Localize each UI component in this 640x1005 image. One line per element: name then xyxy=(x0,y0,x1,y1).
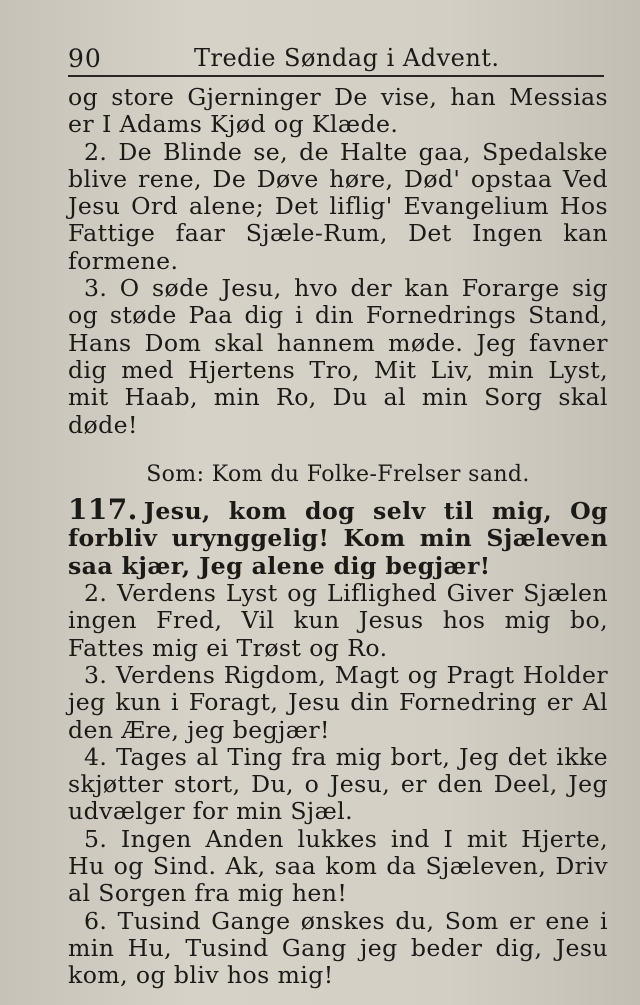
running-title: Tredie Søndag i Advent. xyxy=(194,44,500,72)
hymn-first-verse xyxy=(68,493,608,580)
verse: 4. Tages al Ting fra mig bort, Jeg det ikke skjøtter stort, Du, o Jesu, er den Deel, Jeg udvælger for min Sjæl. xyxy=(68,742,608,826)
verse: 2. Verdens Lyst og Liflighed Giver Sjælen ingen Fred, Vil kun Jesus hos mig bo, Fattes mig ei Trøst og Ro. xyxy=(68,579,608,662)
hymn-first-verse-text: Jesu, kom dog selv til mig, Og forbliv urynggelig! Kom min Sjæleven saa kjær, Jeg alene dig begjær! xyxy=(68,497,608,580)
header-rule xyxy=(68,75,604,77)
verse: 6. Tusind Gange ønskes du, Som er ene i min Hu, Tusind Gang jeg beder dig, Jesu kom, og bliv hos mig! xyxy=(68,906,608,990)
melody-indication: Som: Kom du Folke-Frelser sand. xyxy=(146,461,530,487)
hymn-number: 117. xyxy=(68,493,138,527)
page-body xyxy=(68,84,608,990)
verse: 3. Verdens Rigdom, Magt og Pragt Holder jeg kun i Foragt, Jesu din Fornedring er Al den Ære, jeg begjær! xyxy=(68,660,608,744)
continued-verse-ending: og store Gjerninger De vise, han Messias er I Adams Kjød og Klæde. xyxy=(68,83,608,139)
verse: 5. Ingen Anden lukkes ind I mit Hjerte, Hu og Sind. Ak, saa kom da Sjæleven, Driv al Sorgen fra mig hen! xyxy=(68,824,608,908)
page-header xyxy=(68,44,604,74)
verse: 2. De Blinde se, de Halte gaa, Spedalske blive rene, De Døve høre, Død' opstaa Ved Jesu Ord alene; Det liflig' Evangelium Hos Fattige faar Sjæle-Rum, Det Ingen kan formene. xyxy=(68,137,608,275)
page-number: 90 xyxy=(68,44,102,73)
verse: 3. O søde Jesu, hvo der kan Forarge sig og støde Paa dig i din Fornedrings Stand, Hans Dom skal hannem møde. Jeg favner dig med Hjertens Tro, Mit Liv, min Lyst, mit Haab, min Ro, Du al min Sorg skal døde! xyxy=(68,274,608,439)
